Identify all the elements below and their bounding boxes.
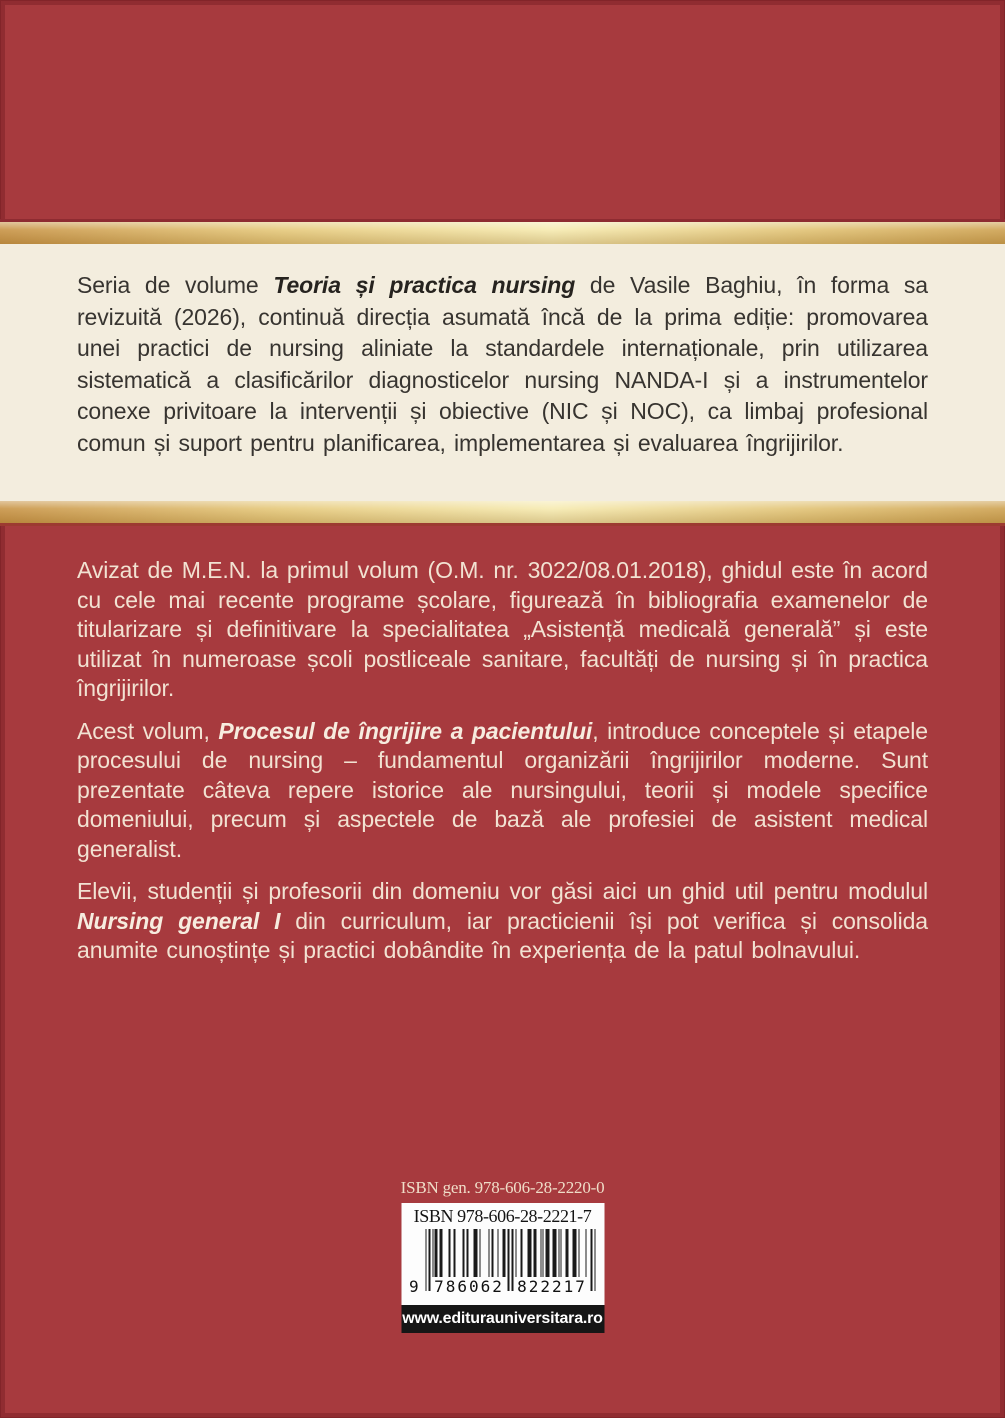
audience-text-after: din curriculum, iar practicienii își pot verifica și consolida anumite cunoștințe și practici dobândite în experiența de la patul bolnavului. xyxy=(77,907,928,963)
barcode-isbn-text: ISBN 978-606-28-2221-7 xyxy=(413,1206,592,1226)
volume-title: Procesul de îngrijire a pacientului xyxy=(218,717,593,744)
publisher-url-strip xyxy=(401,1305,604,1333)
paragraph-audience xyxy=(77,877,928,966)
gold-band-top xyxy=(0,222,1005,244)
barcode-digits-left: 786062 xyxy=(431,1277,507,1295)
barcode-digits-right: 822217 xyxy=(514,1277,590,1295)
description-section xyxy=(0,526,1005,979)
isbn-general-text: ISBN gen. 978-606-28-2220-0 xyxy=(400,1178,605,1197)
barcode-box xyxy=(401,1203,604,1305)
synopsis-text-after: de Vasile Baghiu, în forma sa revizuită (2026), continuă direcția asumată încă de la prima ediție: promovarea unei practici de nursing aliniate la standardele internaționale, prin utilizarea sistematică a clasificărilor diagnosticelor nursing NANDA-I și a instrumentelor conexe privitoare la intervenții și obiective (NIC și NOC), ca limbaj profesional comun și suport pentru planificarea, implementarea și evaluarea îngrijirilor. xyxy=(77,272,928,456)
paragraph-endorsement xyxy=(77,556,928,704)
publisher-url: www.editurauniversitara.ro xyxy=(402,1310,603,1327)
gold-band-bottom xyxy=(0,501,1005,523)
synopsis-panel xyxy=(0,244,1005,501)
volume-text-after: , introduce conceptele și etapele procesului de nursing – fundamentul organizării îngrijirilor moderne. Sunt prezentate câteva repere istorice ale nursingului, teorii și modele specifice domeniului, precum și aspectele de bază ale profesiei de asistent medical generalist. xyxy=(77,717,928,862)
endorsement-text: Avizat de M.E.N. la primul volum (O.M. nr. 3022/08.01.2018), ghidul este în acord cu cele mai recente programe școlare, figurează în bibliografia examenelor de titularizare și definitivare la specialitatea „Asistență medicală generală” și este utilizat în numeroase școli postliceale sanitare, facultăți de nursing și în practica îngrijirilor. xyxy=(77,557,928,701)
audience-text-before: Elevii, studenții și profesorii din domeniu vor găsi aici un ghid util pentru modulul xyxy=(77,878,928,904)
barcode-digit-first: 9 xyxy=(409,1277,419,1296)
volume-text-before: Acest volum, xyxy=(77,717,219,744)
synopsis-text-before: Seria de volume xyxy=(77,272,274,298)
paragraph-volume xyxy=(77,717,928,865)
module-title: Nursing general I xyxy=(77,907,281,934)
series-title: Teoria și practica nursing xyxy=(273,272,576,298)
synopsis-paragraph xyxy=(77,270,928,459)
